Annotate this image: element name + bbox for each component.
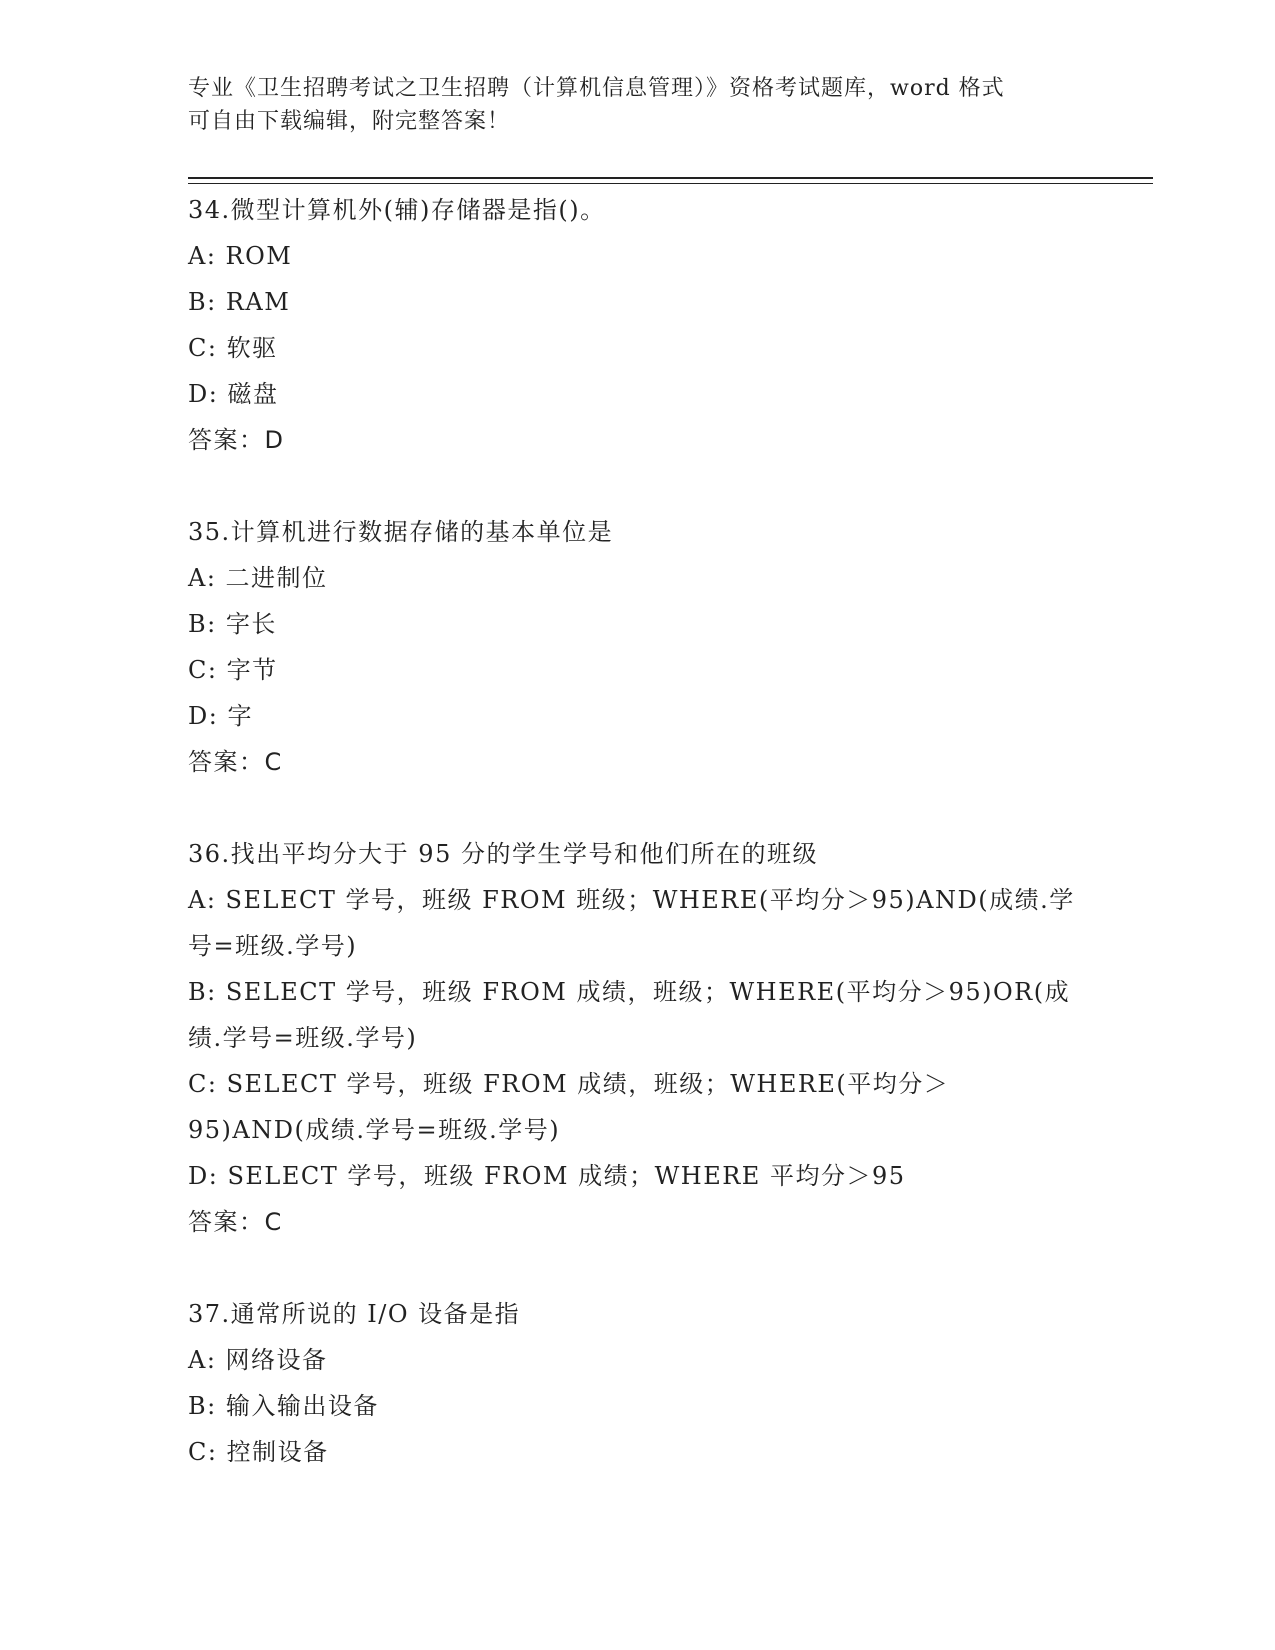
question-34: [188, 187, 1088, 463]
option-d: D: 字: [188, 702, 253, 730]
document-header: [188, 72, 1068, 138]
header-line-1: 专业《卫生招聘考试之卫生招聘（计算机信息管理）》资格考试题库，word 格式: [188, 76, 1005, 101]
answer: 答案：C: [188, 748, 283, 776]
option-d: D: SELECT 学号，班级 FROM 成绩；WHERE 平均分＞95: [188, 1162, 906, 1190]
option-b: B: SELECT 学号，班级 FROM 成绩，班级；WHERE(平均分＞95)OR(成绩.学号=班级.学号): [188, 978, 1071, 1052]
option-b: B: RAM: [188, 288, 291, 316]
question-37: [188, 1291, 1088, 1475]
answer: 答案：D: [188, 426, 285, 454]
question-stem: 37.通常所说的 I/O 设备是指: [188, 1300, 521, 1328]
option-a: A: SELECT 学号，班级 FROM 班级；WHERE(平均分＞95)AND(成绩.学号=班级.学号): [188, 886, 1075, 960]
header-line-2: 可自由下载编辑，附完整答案！: [188, 109, 511, 134]
question-stem: 36.找出平均分大于 95 分的学生学号和他们所在的班级: [188, 840, 818, 868]
option-a: A: 网络设备: [188, 1346, 328, 1374]
option-d: D: 磁盘: [188, 380, 279, 408]
option-a: A: ROM: [188, 242, 293, 270]
answer: 答案：C: [188, 1208, 283, 1236]
header-divider-thin: [188, 183, 1153, 184]
question-36: [188, 831, 1088, 1245]
question-list: [188, 187, 1088, 1521]
option-c: C: 软驱: [188, 334, 278, 362]
option-c: C: 字节: [188, 656, 278, 684]
header-divider-thick: [188, 177, 1153, 179]
option-b: B: 字长: [188, 610, 277, 638]
question-stem: 34.微型计算机外(辅)存储器是指()。: [188, 196, 606, 224]
option-a: A: 二进制位: [188, 564, 328, 592]
option-c: C: SELECT 学号，班级 FROM 成绩，班级；WHERE(平均分＞95)AND(成绩.学号=班级.学号): [188, 1070, 950, 1144]
question-35: [188, 509, 1088, 785]
option-c: C: 控制设备: [188, 1438, 329, 1466]
option-b: B: 输入输出设备: [188, 1392, 379, 1420]
question-stem: 35.计算机进行数据存储的基本单位是: [188, 518, 614, 546]
